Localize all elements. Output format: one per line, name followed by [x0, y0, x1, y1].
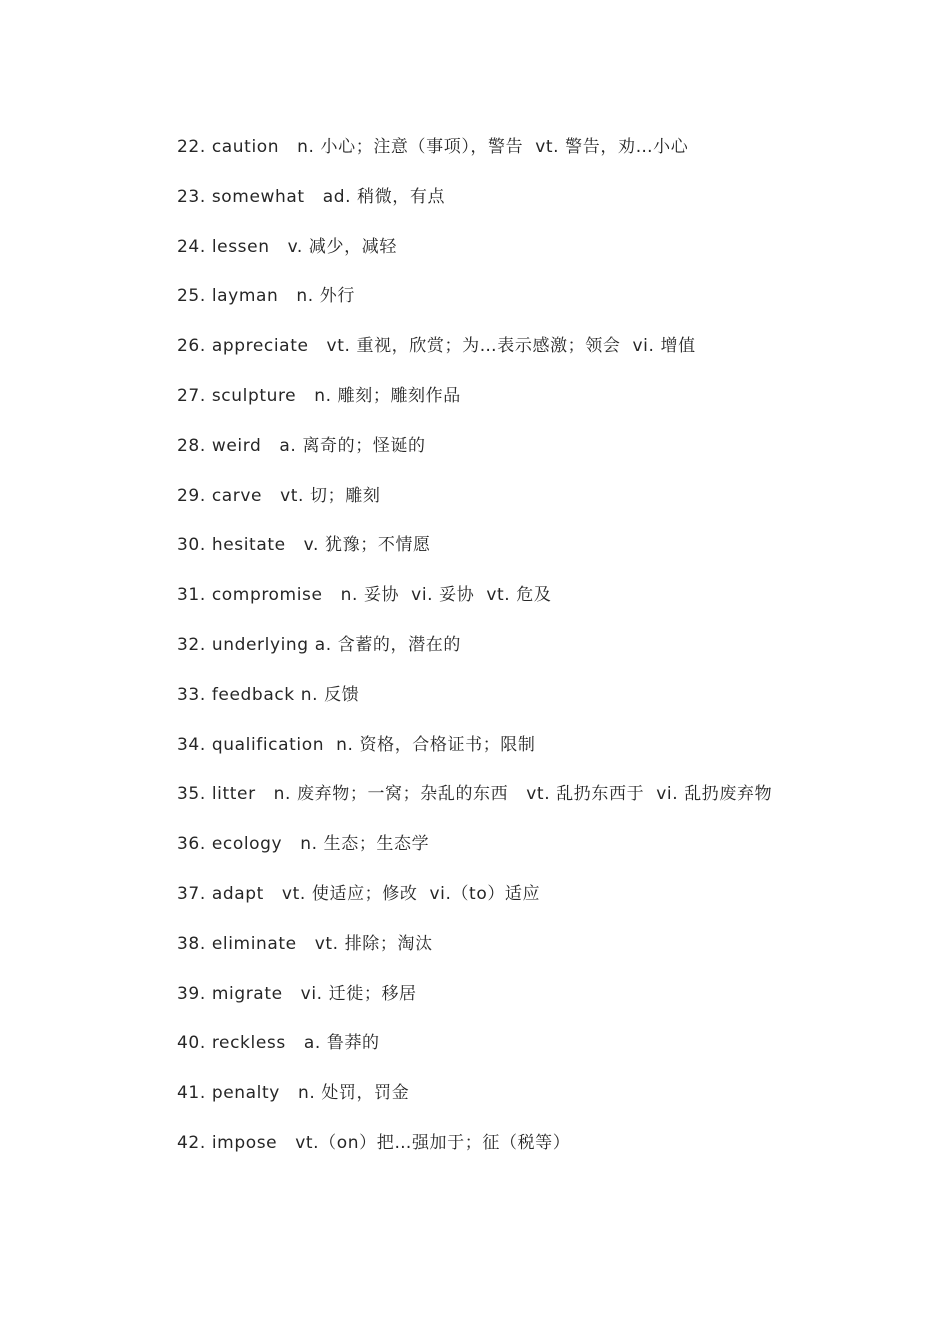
- vocab-entry-39: 39. migrate vi. 迁徙；移居: [177, 983, 417, 1004]
- vocab-entry-32: 32. underlying a. 含蓄的，潜在的: [177, 634, 461, 655]
- vocabulary-list: [177, 123, 817, 1169]
- vocab-entry-22: 22. caution n. 小心；注意（事项），警告 vt. 警告，劝…小心: [177, 137, 689, 157]
- vocab-entry-31: 31. compromise n. 妥协 vi. 妥协 vt. 危及: [177, 585, 552, 606]
- vocab-entry-25: 25. layman n. 外行: [177, 286, 355, 307]
- vocab-entry-36: 36. ecology n. 生态；生态学: [177, 834, 430, 855]
- vocab-entry-29: 29. carve vt. 切；雕刻: [177, 485, 381, 506]
- vocab-entry-40: 40. reckless a. 鲁莽的: [177, 1033, 380, 1054]
- vocab-entry-37: 37. adapt vt. 使适应；修改 vi.（to）适应: [177, 883, 541, 904]
- vocab-entry-23: 23. somewhat ad. 稍微，有点: [177, 186, 446, 207]
- vocab-entry-26: 26. appreciate vt. 重视，欣赏；为…表示感激；领会 vi. 增值: [177, 336, 696, 357]
- vocab-entry-34: 34. qualification n. 资格，合格证书；限制: [177, 734, 536, 755]
- vocab-entry-33: 33. feedback n. 反馈: [177, 684, 360, 705]
- vocab-entry-35: 35. litter n. 废弃物；一窝；杂乱的东西 vt. 乱扔东西于 vi. 乱扔废弃物: [177, 784, 773, 805]
- vocab-entry-28: 28. weird a. 离奇的；怪诞的: [177, 435, 426, 456]
- vocab-entry-41: 41. penalty n. 处罚，罚金: [177, 1083, 410, 1104]
- vocab-entry-27: 27. sculpture n. 雕刻；雕刻作品: [177, 385, 461, 406]
- vocab-entry-30: 30. hesitate v. 犹豫；不情愿: [177, 535, 431, 556]
- vocab-entry-38: 38. eliminate vt. 排除；淘汰: [177, 933, 433, 954]
- vocab-entry-42: 42. impose vt.（on）把…强加于；征（税等）: [177, 1132, 571, 1153]
- vocab-entry-24: 24. lessen v. 减少，减轻: [177, 236, 397, 257]
